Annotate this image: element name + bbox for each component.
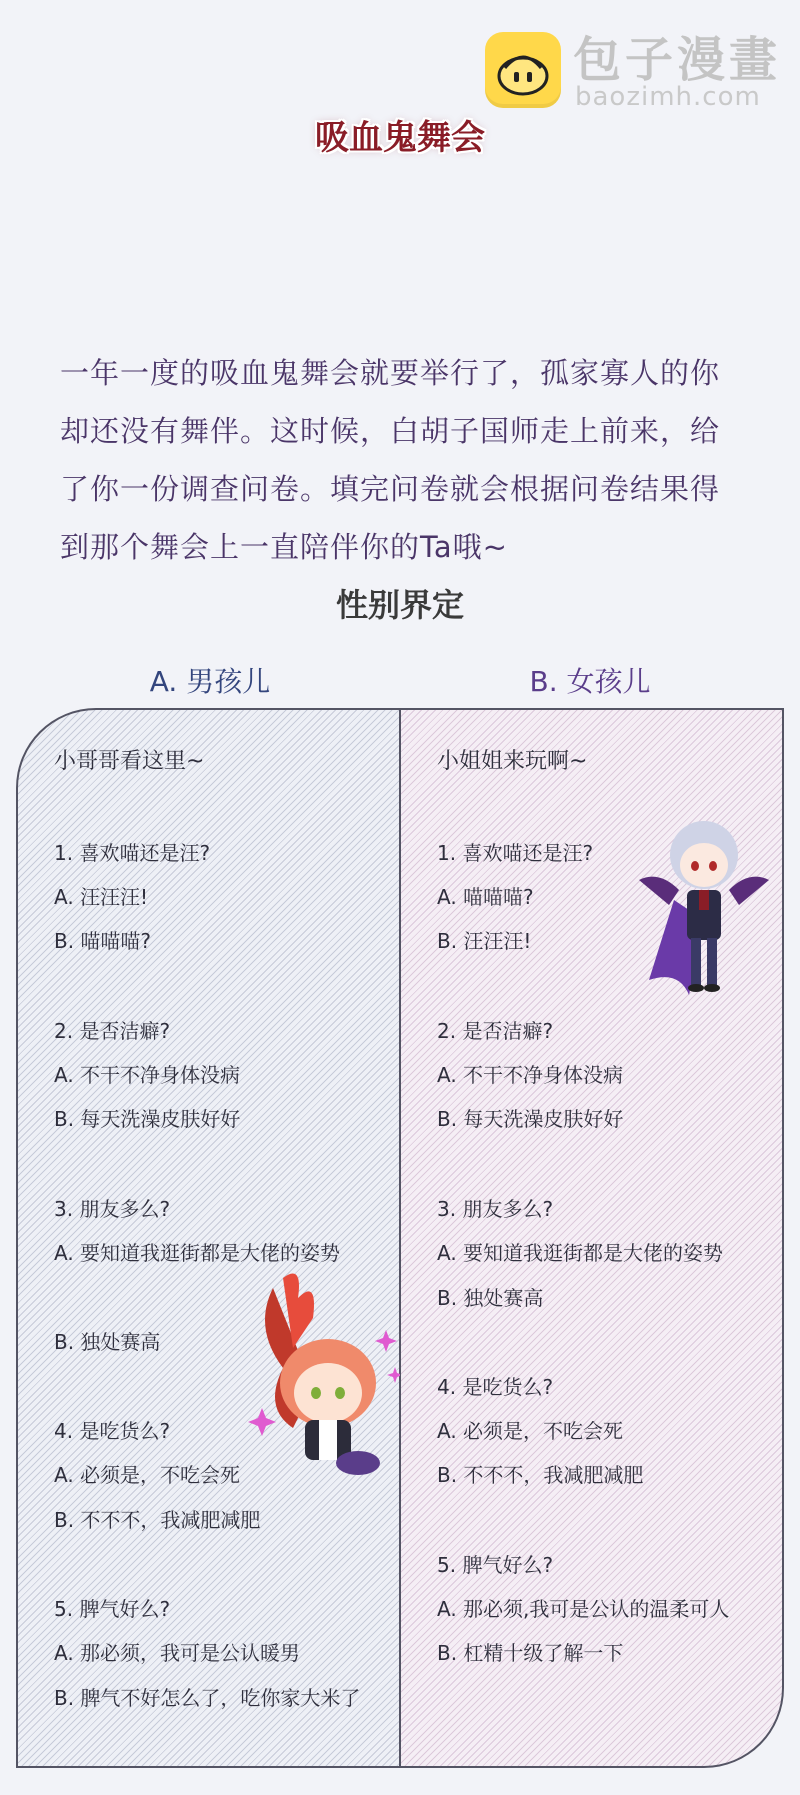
- answer-option[interactable]: B. 独处赛高: [54, 1330, 161, 1354]
- intro-line: 到那个舞会上一直陪伴你的Ta哦~: [60, 530, 508, 564]
- answer-option[interactable]: A. 不干不净身体没病: [54, 1063, 241, 1087]
- section-title: 性别界定: [335, 586, 464, 624]
- answer-option[interactable]: B. 不不不，我减肥减肥: [54, 1508, 261, 1532]
- bun-logo-icon: [485, 32, 561, 108]
- answer-option[interactable]: A. 必须是，不吃会死: [437, 1419, 624, 1443]
- question: 4. 是吃货么?: [54, 1419, 171, 1443]
- answer-option[interactable]: B. 每天洗澡皮肤好好: [437, 1107, 624, 1131]
- question: 4. 是吃货么?: [437, 1375, 554, 1399]
- answer-option[interactable]: A. 要知道我逛街都是大佬的姿势: [54, 1241, 341, 1265]
- answer-option[interactable]: B. 不不不，我减肥减肥: [437, 1463, 644, 1487]
- question: 5. 脾气好么?: [437, 1553, 554, 1577]
- answer-option[interactable]: A. 必须是，不吃会死: [54, 1463, 241, 1487]
- intro-line: 却还没有舞伴。这时候，白胡子国师走上前来，给: [60, 414, 721, 448]
- question: 5. 脾气好么?: [54, 1597, 171, 1621]
- answer-option[interactable]: B. 喵喵喵?: [54, 929, 152, 953]
- panel-greeting: 小姐姐来玩啊~: [437, 749, 588, 774]
- panel-greeting: 小哥哥看这里~: [54, 749, 205, 774]
- watermark: [485, 32, 782, 112]
- answer-option[interactable]: B. 汪汪汪!: [437, 929, 532, 953]
- question: 3. 朋友多么?: [54, 1197, 171, 1221]
- answer-option[interactable]: B. 脾气不好怎么了，吃你家大米了: [54, 1686, 361, 1710]
- watermark-name: 包子漫畫: [573, 32, 782, 88]
- answer-option[interactable]: A. 喵喵喵?: [437, 885, 534, 909]
- answer-option[interactable]: A. 不干不净身体没病: [437, 1063, 624, 1087]
- column-header-male[interactable]: A. 男孩儿: [149, 665, 271, 698]
- column-header-female[interactable]: B. 女孩儿: [529, 665, 651, 698]
- questionnaire-panel-female: [400, 708, 784, 1768]
- answer-option[interactable]: B. 独处赛高: [437, 1286, 544, 1310]
- intro-paragraph: [60, 344, 760, 576]
- answer-option[interactable]: A. 汪汪汪!: [54, 885, 149, 909]
- question: 1. 喜欢喵还是汪?: [54, 841, 211, 865]
- question: 1. 喜欢喵还是汪?: [437, 841, 594, 865]
- question: 3. 朋友多么?: [437, 1197, 554, 1221]
- watermark-url: baozimh.com: [575, 82, 761, 112]
- question: 2. 是否洁癖?: [54, 1019, 171, 1043]
- answer-option[interactable]: A. 那必须,我可是公认的温柔可人: [437, 1597, 730, 1621]
- questionnaire-panel-male: [16, 708, 400, 1768]
- chibi-character-red-hair-illustration: [243, 1268, 413, 1488]
- answer-option[interactable]: B. 杠精十级了解一下: [437, 1641, 624, 1665]
- intro-line: 一年一度的吸血鬼舞会就要举行了，孤家寡人的你: [60, 356, 721, 390]
- question: 2. 是否洁癖?: [437, 1019, 554, 1043]
- intro-line: 了你一份调查问卷。填完问卷就会根据问卷结果得: [60, 472, 721, 506]
- answer-option[interactable]: A. 要知道我逛街都是大佬的姿势: [437, 1241, 724, 1265]
- page-title: 吸血鬼舞会: [315, 118, 485, 158]
- answer-option[interactable]: B. 每天洗澡皮肤好好: [54, 1107, 241, 1131]
- answer-option[interactable]: A. 那必须，我可是公认暖男: [54, 1641, 301, 1665]
- chibi-character-vampire-illustration: [629, 810, 779, 1010]
